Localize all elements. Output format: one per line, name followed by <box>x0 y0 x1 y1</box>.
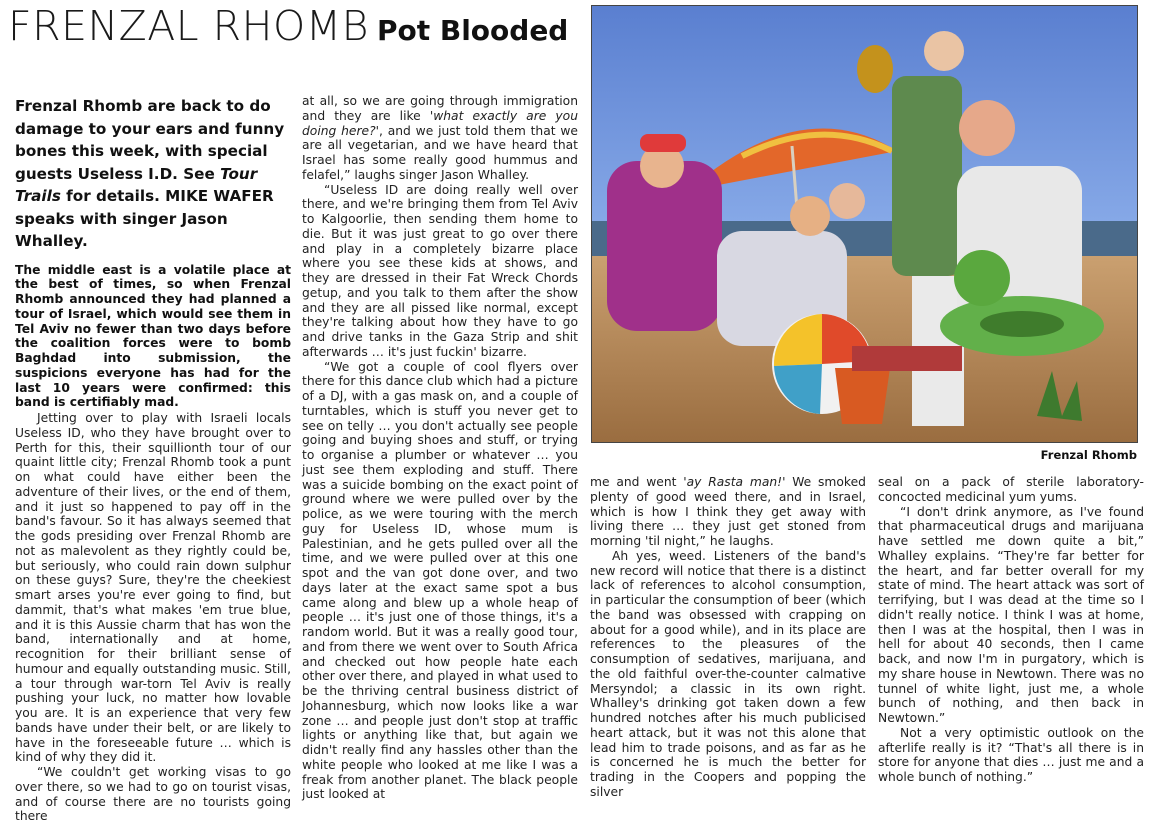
figure-face <box>959 100 1015 156</box>
intro-paragraph: The middle east is a volatile place at the best of times, so when Frenzal Rhomb announced they had planned a tour of Israel, which would see them in Tel Aviv no fewer than two days before the coalition forces were to bomb Baghdad into submission, the suspicions everyone has had for the last 10 years were confirmed: this band is certifiably mad. <box>15 262 291 410</box>
article-column-2 <box>302 94 578 802</box>
text-run: at all, so we are going through immigration and they are like <box>302 94 578 123</box>
photo-caption: Frenzal Rhomb <box>1040 448 1137 462</box>
figure-green-jacket <box>892 76 962 276</box>
body-paragraph: seal on a pack of sterile laboratory-concocted medicinal yum yums. <box>878 475 1144 504</box>
band-photo <box>591 5 1138 443</box>
body-paragraph: “I don't drink anymore, as I've found that pharmaceutical drugs and marijuana have settled me down quite a bit,” Whalley explains. “They're far better for the heart, and far better overall for my state of mind. The heart attack was sort of terrifying, but I was dead at the time so I didn't really notice. I think I was at home, then I was at the hospital, then I was in hell for about 40 seconds, then I came back, and now I'm in purgatory, which is my share house in Newtown. There was no tunnel of white light, just me, a whole bunch of nothing, and then back in Newtown.” <box>878 504 1144 725</box>
band-photo-illustration <box>592 6 1137 442</box>
figure-face <box>924 31 964 71</box>
text-run: We smoked plenty of good weed there, and in Israel, which is how I think they get away with living there … they just get stoned from morning 'til night,” he laughs. <box>590 475 866 548</box>
body-paragraph: “Useless ID are doing really well over there, and we're bringing them from Tel Aviv to Kalgoorlie, then sending them home to die. But it was just great to go over there and play in a completely bizarre place where you see these kids at shows, and they are dressed in their Fat Wreck Chords getup, and you talk to them after the show and they are all pissed like normal, except they're talking about how they have to go and drive tanks in the Gaza Strip and shit afterwards … it's just fuckin' bizarre. <box>302 182 578 359</box>
article-column-4 <box>878 475 1144 785</box>
body-paragraph <box>302 94 578 183</box>
body-paragraph: Ah yes, weed. Listeners of the band's new record will notice that there is a distinct lack of references to alcohol consumption, in particular the consumption of beer (which the band was obsessed with crapping on about for a good while), and in its place are references to the pleasures of the consumption of sedatives, marijuana, and the old faithful over-the-counter calmative Mersyndol; a classic in its own right. Whalley's drinking got taken down a few hundred notches after his much publicised heart attack, but it was not this alone that lead him to trade poisons, and as far as he is concerned he is much the better for trading in the Coopers and popping the silver <box>590 548 866 799</box>
standfirst-tour-trails: Tour Trails <box>15 164 258 205</box>
body-paragraph: “We couldn't get working visas to go over there, so we had to go on tourist visas, and of course there are no tourists going there <box>15 765 291 824</box>
body-paragraph: Jetting over to play with Israeli locals Useless ID, who they have brought over to Perth for this, their squillionth tour of our quaint little city; Frenzal Rhomb took a punt on what could have either been the adventure of their lives, or the end of them, and it just so happened to pay off in the band's favour. So it has always seemed that the gods presiding over Frenzal Rhomb are not as malevolent as they rightly could be, but seriously, who could rain down sulphur on these guys? Sure, they're the cheekiest smart arses you're ever going to find, but dammit, that's what makes 'em true blue, and it is this Aussie charm that has won the band, internationally and at home, recognition for their brilliant sense of humour and equally outstanding music. Still, a tour through war-torn Tel Aviv is really pushing your luck, no matter how lovable you are. It is an experience that very few bands have under their belt, or are likely to have in the foreseeable future … which is kind of why they did it. <box>15 411 291 765</box>
figure-cap <box>640 134 686 152</box>
figure-face <box>790 196 830 236</box>
quote-italic: 'what exactly are you doing here?' <box>302 108 578 138</box>
figure-face <box>829 183 865 219</box>
headline-subtitle: Pot Blooded <box>376 14 569 47</box>
standfirst-lead: Frenzal Rhomb are back to do damage to your ears and funny bones this week, with special guests Useless I.D. See <box>15 97 285 183</box>
headline <box>8 2 568 50</box>
sand-bucket <box>835 368 890 424</box>
body-paragraph: “We got a couple of cool flyers over there for this dance club which had a picture of a DJ, with a gas mask on, and a couple of turntables, which is stuff you never get to see on telly … you don't actually see people going and buying shoes and stuff, or trying to organise a plumber or whatever … you just see them exploding and stuff. There was a suicide bombing on the exact point of ground where we were pulled over by the police, as we were touring with the merch guy for Useless ID, whose mum is Palestinian, and he gets pulled over all the time, and we were pulled over at this one spot and the van got done over, and two days later at the exact same spot a bus came along and blew up a whole heap of people … it's just one of those things, it's a random world. But it was a really good tour, and from there we went over to South Africa and checked out how people hate each other over there, and played in what used to be the thriving central business district of Johannesburg, which now looks like a war zone … and people just don't stop at traffic lights or anything like that, but again we didn't really find any hassles other than the white people who looked at me like I was a freak from another planet. The black people just looked at <box>302 359 578 802</box>
inflatable-ring-head <box>954 250 1010 306</box>
body-paragraph <box>590 475 866 549</box>
tray <box>852 346 962 371</box>
article-column-3 <box>590 475 866 800</box>
body-paragraph: Not a very optimistic outlook on the afterlife really is it? “That's all there is in store for anyone that dies … just me and a whole bunch of nothing.” <box>878 725 1144 784</box>
standfirst-tail: for details. MIKE WAFER speaks with singer Jason Whalley. <box>15 187 274 250</box>
standfirst <box>15 95 291 253</box>
inflatable-ring-hole <box>980 311 1064 337</box>
article-column-1 <box>15 95 291 824</box>
text-run: me and went <box>590 475 684 489</box>
pineapple <box>857 45 893 93</box>
quote-italic: 'ay Rasta man!' <box>683 475 786 489</box>
text-run: , and we just told them that we are all vegetarian, and we have heard that Israel has some really good hummus and felafel,” laughs singer Jason Whalley. <box>302 123 578 182</box>
headline-band-name: FRENZAL RHOMB <box>8 2 369 50</box>
